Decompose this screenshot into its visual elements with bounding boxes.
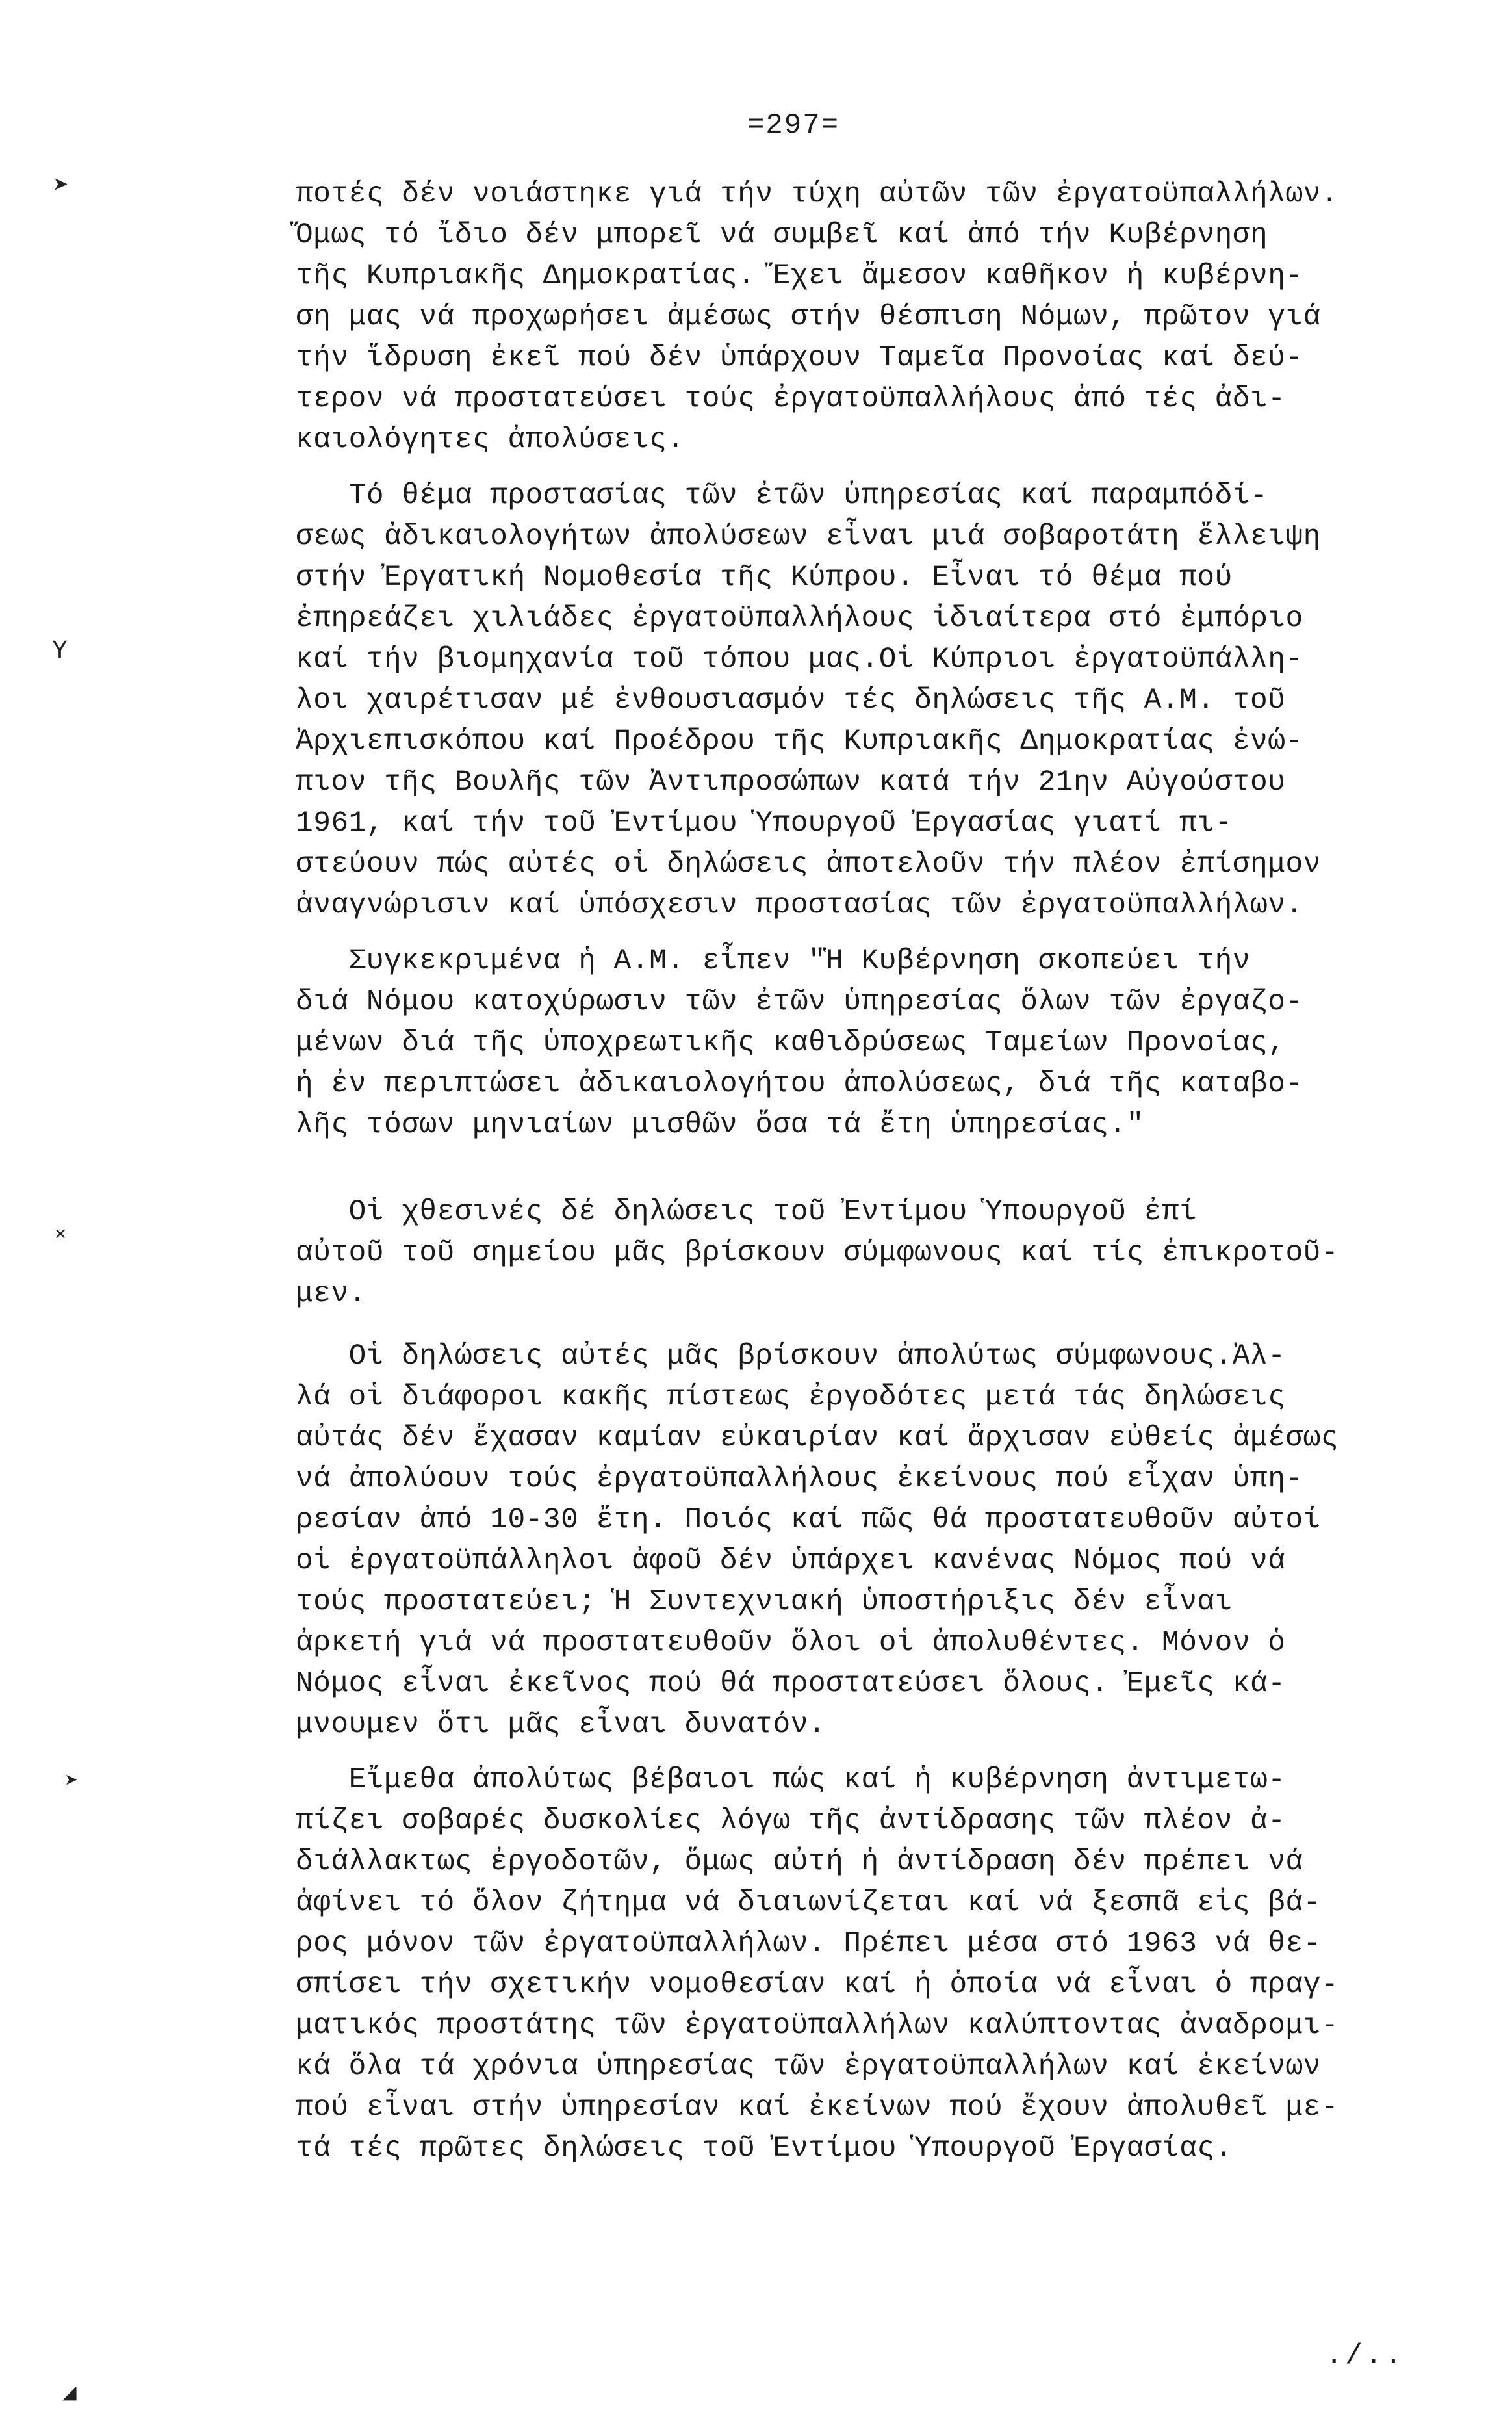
text-line: λά οἱ διάφοροι κακῆς πίστεως ἐργοδότες μετά τάς δηλώσεις (296, 1381, 1286, 1414)
paragraph-2 (296, 476, 1491, 926)
text-line: τερον νά προστατεύσει τούς ἐργατοϋπαλλήλους ἀπό τές ἀδι- (296, 383, 1286, 415)
text-line: πιον τῆς Βουλῆς τῶν Ἀντιπροσώπων κατά τήν 21ην Αὐγούστου (296, 766, 1286, 799)
paragraph-1 (296, 174, 1491, 461)
text-line: ἀναγνώρισιν καί ὑπόσχεσιν προστασίας τῶν ἐργατοϋπαλλήλων. (296, 889, 1303, 922)
text-line: ση μας νά προχωρήσει ἀμέσως στήν θέσπιση Νόμων, πρῶτον γιά (296, 301, 1321, 333)
text-line: στεύουν πώς αὐτές οἱ δηλώσεις ἀποτελοῦν τήν πλέον ἐπίσημον (296, 848, 1321, 881)
continuation-mark: ./.. (1326, 2340, 1405, 2372)
text-line: τῆς Κυπριακῆς Δημοκρατίας. Ἔχει ἄμεσον καθῆκον ἡ κυβέρνη- (296, 260, 1303, 292)
text-line: τήν ἵδρυση ἐκεῖ πού δέν ὑπάρχουν Ταμεῖα Προνοίας καί δεύ- (296, 342, 1303, 374)
text-line: Ὅμως τό ἴδιο δέν μπορεῖ νά συμβεῖ καί ἀπό τήν Κυβέρνηση (296, 219, 1268, 252)
text-line: Νόμος εἶναι ἐκεῖνος πού θά προστατεύσει ὅλους. Ἐμεῖς κά- (296, 1668, 1286, 1700)
text-line: ἡ ἐν περιπτώσει ἀδικαιολογήτου ἀπολύσεως, διά τῆς καταβο- (296, 1068, 1303, 1100)
text-line: Τό θέμα προστασίας τῶν ἐτῶν ὑπηρεσίας καί παραμπόδί- (296, 480, 1268, 512)
margin-arrow-mark-2: ➤ (65, 1770, 79, 1795)
text-line: ἀφίνει τό ὅλον ζήτημα νά διαιωνίζεται καί νά ξεσπᾶ εἰς βά- (296, 1887, 1321, 1919)
text-line: ποτές δέν νοιάστηκε γιά τήν τύχη αὐτῶν τῶν ἐργατοϋπαλλήλων. (296, 178, 1339, 211)
text-line: Οἱ δηλώσεις αὐτές μᾶς βρίσκουν ἀπολύτως σύμφωνους.Ἀλ- (296, 1340, 1286, 1373)
margin-arrow-mark: ➤ (53, 173, 70, 202)
text-line: αὐτάς δέν ἔχασαν καμίαν εὐκαιρίαν καί ἄρχισαν εὐθείς ἀμέσως (296, 1422, 1339, 1455)
text-line: ἐπηρεάζει χιλιάδες ἐργατοϋπαλλήλους ἰδιαίτερα στό ἐμπόριο (296, 602, 1303, 635)
text-line: τούς προστατεύει; Ἡ Συντεχνιακή ὑποστήριξις δέν εἶναι (296, 1586, 1233, 1618)
text-line: Συγκεκριμένα ἡ Α.Μ. εἶπεν "Ἡ Κυβέρνηση σκοπεύει τήν (296, 945, 1251, 977)
paragraph-4 (296, 1192, 1491, 1315)
text-line: οἱ ἐργατοϋπάλληλοι ἀφοῦ δέν ὑπάρχει κανένας Νόμος πού νά (296, 1545, 1286, 1577)
text-line: σεως ἀδικαιολογήτων ἀπολύσεων εἶναι μιά σοβαροτάτη ἔλλειψη (296, 521, 1321, 553)
margin-cross-mark: ✕ (55, 1224, 67, 1246)
margin-corner-mark: ◢ (62, 2380, 77, 2407)
text-line: πίζει σοβαρές δυσκολίες λόγω τῆς ἀντίδρασης τῶν πλέον ἀ- (296, 1805, 1286, 1837)
text-line: διάλλακτως ἐργοδοτῶν, ὅμως αὐτή ἡ ἀντίδραση δέν πρέπει νά (296, 1846, 1303, 1878)
text-line: Ἀρχιεπισκόπου καί Προέδρου τῆς Κυπριακῆς Δημοκρατίας ἐνώ- (296, 725, 1303, 758)
text-line: ματικός προστάτης τῶν ἐργατοϋπαλλήλων καλύπτοντας ἀναδρομι- (296, 2010, 1339, 2042)
paragraph-6 (296, 1760, 1491, 2169)
text-line: διά Νόμου κατοχύρωσιν τῶν ἐτῶν ὑπηρεσίας ὅλων τῶν ἐργαζο- (296, 986, 1303, 1018)
text-line: ρεσίαν ἀπό 10-30 ἔτη. Ποιός καί πῶς θά προστατευθοῦν αὐτοί (296, 1504, 1321, 1536)
text-line: λοι χαιρέτισαν μέ ἐνθουσιασμόν τές δηλώσεις τῆς Α.Μ. τοῦ (296, 684, 1286, 717)
text-line: ρος μόνον τῶν ἐργατοϋπαλλήλων. Πρέπει μέσα στό 1963 νά θε- (296, 1928, 1321, 1960)
text-line: κά ὅλα τά χρόνια ὑπηρεσίας τῶν ἐργατοϋπαλλήλων καί ἐκείνων (296, 2050, 1321, 2083)
text-line: 1961, καί τήν τοῦ Ἐντίμου Ὑπουργοῦ Ἐργασίας γιατί πι- (296, 807, 1233, 840)
text-line: καί τήν βιομηχανία τοῦ τόπου μας.Οἱ Κύπριοι ἐργατοϋπάλλη- (296, 643, 1303, 676)
text-line: νά ἀπολύουν τούς ἐργατοϋπαλλήλους ἐκείνους πού εἶχαν ὑπη- (296, 1463, 1303, 1495)
margin-y-mark: Y (52, 637, 68, 666)
paragraph-5 (296, 1336, 1491, 1746)
text-line: πού εἶναι στήν ὑπηρεσίαν καί ἐκείνων πού ἔχουν ἀπολυθεῖ με- (296, 2091, 1339, 2124)
text-line: σπίσει τήν σχετικήν νομοθεσίαν καί ἡ ὁποία νά εἶναι ὁ πραγ- (296, 1969, 1339, 2001)
text-line: Οἱ χθεσινές δέ δηλώσεις τοῦ Ἐντίμου Ὑπουργοῦ ἐπί (296, 1196, 1198, 1228)
text-line: Εἴμεθα ἀπολύτως βέβαιοι πώς καί ἡ κυβέρνηση ἀντιμετω- (296, 1764, 1286, 1796)
text-line: καιολόγητες ἀπολύσεις. (296, 424, 685, 456)
text-line: μεν. (296, 1278, 366, 1310)
text-line: στήν Ἐργατική Νομοθεσία τῆς Κύπρου. Εἶναι τό θέμα πού (296, 562, 1233, 594)
page-number: =297= (747, 109, 840, 142)
text-line: μένων διά τῆς ὑποχρεωτικῆς καθιδρύσεως Ταμείων Προνοίας, (296, 1027, 1286, 1059)
text-line: ἀρκετή γιά νά προστατευθοῦν ὅλοι οἱ ἀπολυθέντες. Μόνον ὁ (296, 1627, 1286, 1659)
text-line: μνουμεν ὅτι μᾶς εἶναι δυνατόν. (296, 1709, 826, 1741)
text-line: αὐτοῦ τοῦ σημείου μᾶς βρίσκουν σύμφωνους καί τίς ἐπικροτοῦ- (296, 1237, 1339, 1269)
text-line: λῆς τόσων μηνιαίων μισθῶν ὅσα τά ἔτη ὑπηρεσίας." (296, 1109, 1144, 1141)
text-line: τά τές πρῶτες δηλώσεις τοῦ Ἐντίμου Ὑπουργοῦ Ἐργασίας. (296, 2132, 1233, 2165)
paragraph-3 (296, 941, 1491, 1146)
